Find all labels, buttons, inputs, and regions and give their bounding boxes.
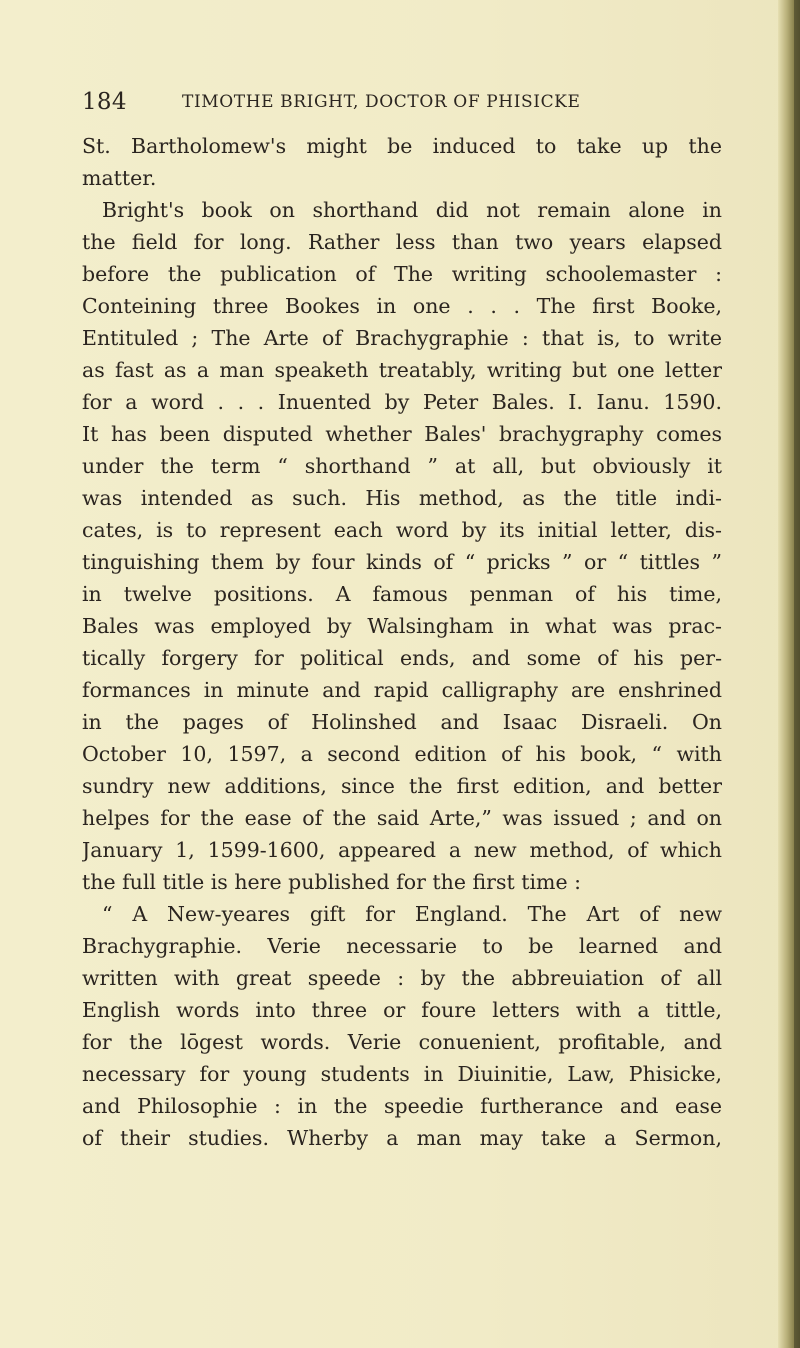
text-line: necessary for young students in Diuinitie, Law, Phisicke, <box>82 1062 722 1086</box>
text-line: the full title is here published for the first time : <box>82 870 582 894</box>
body-text <box>82 130 722 1154</box>
text-line: Bright's book on shorthand did not remain alone in <box>102 198 722 222</box>
text-line: written with great speede : by the abbreuiation of all <box>82 966 722 990</box>
text-line: of their studies. Wherby a man may take a Sermon, <box>82 1126 722 1150</box>
text-line: “ A New-yeares gift for England. The Art of new <box>102 902 722 926</box>
text-line: Bales was employed by Walsingham in what was prac- <box>82 614 722 638</box>
text-line: tically forgery for political ends, and some of his per- <box>82 646 722 670</box>
running-head-title: TIMOTHE BRIGHT, DOCTOR OF PHISICKE <box>182 92 581 112</box>
page-edge <box>794 0 800 1348</box>
text-line: in the pages of Holinshed and Isaac Disraeli. On <box>82 710 722 734</box>
text-line: the field for long. Rather less than two years elapsed <box>82 230 722 254</box>
text-line: was intended as such. His method, as the title indi- <box>82 486 722 510</box>
text-line: It has been disputed whether Bales' brachygraphy comes <box>82 422 722 446</box>
text-line: January 1, 1599-1600, appeared a new method, of which <box>82 838 722 862</box>
text-line: cates, is to represent each word by its initial letter, dis- <box>82 518 722 542</box>
text-line: Entituled ; The Arte of Brachygraphie : that is, to write <box>82 326 722 350</box>
text-line: matter. <box>82 166 157 190</box>
text-line: formances in minute and rapid calligraphy are enshrined <box>82 678 722 702</box>
text-line: Brachygraphie. Verie necessarie to be learned and <box>82 934 722 958</box>
text-line: before the publication of The writing schoolemaster : <box>82 262 722 286</box>
text-line: as fast as a man speaketh treatably, writing but one letter <box>82 358 722 382</box>
text-line: sundry new additions, since the first edition, and better <box>82 774 722 798</box>
text-line: Conteining three Bookes in one . . . The first Booke, <box>82 294 722 318</box>
text-line: and Philosophie : in the speedie furtherance and ease <box>82 1094 722 1118</box>
text-line: for a word . . . Inuented by Peter Bales. I. Ianu. 1590. <box>82 390 722 414</box>
text-line: St. Bartholomew's might be induced to take up the <box>82 134 722 158</box>
text-line: in twelve positions. A famous penman of his time, <box>82 582 722 606</box>
text-line: helpes for the ease of the said Arte,” was issued ; and on <box>82 806 722 830</box>
text-line: English words into three or foure letters with a tittle, <box>82 998 722 1022</box>
text-line: tinguishing them by four kinds of “ pricks ” or “ tittles ” <box>82 550 722 574</box>
text-line: under the term “ shorthand ” at all, but obviously it <box>82 454 722 478</box>
running-head <box>82 88 722 116</box>
page-number: 184 <box>82 89 127 115</box>
text-line: for the lōgest words. Verie conuenient, profitable, and <box>82 1030 722 1054</box>
text-line: October 10, 1597, a second edition of his book, “ with <box>82 742 722 766</box>
